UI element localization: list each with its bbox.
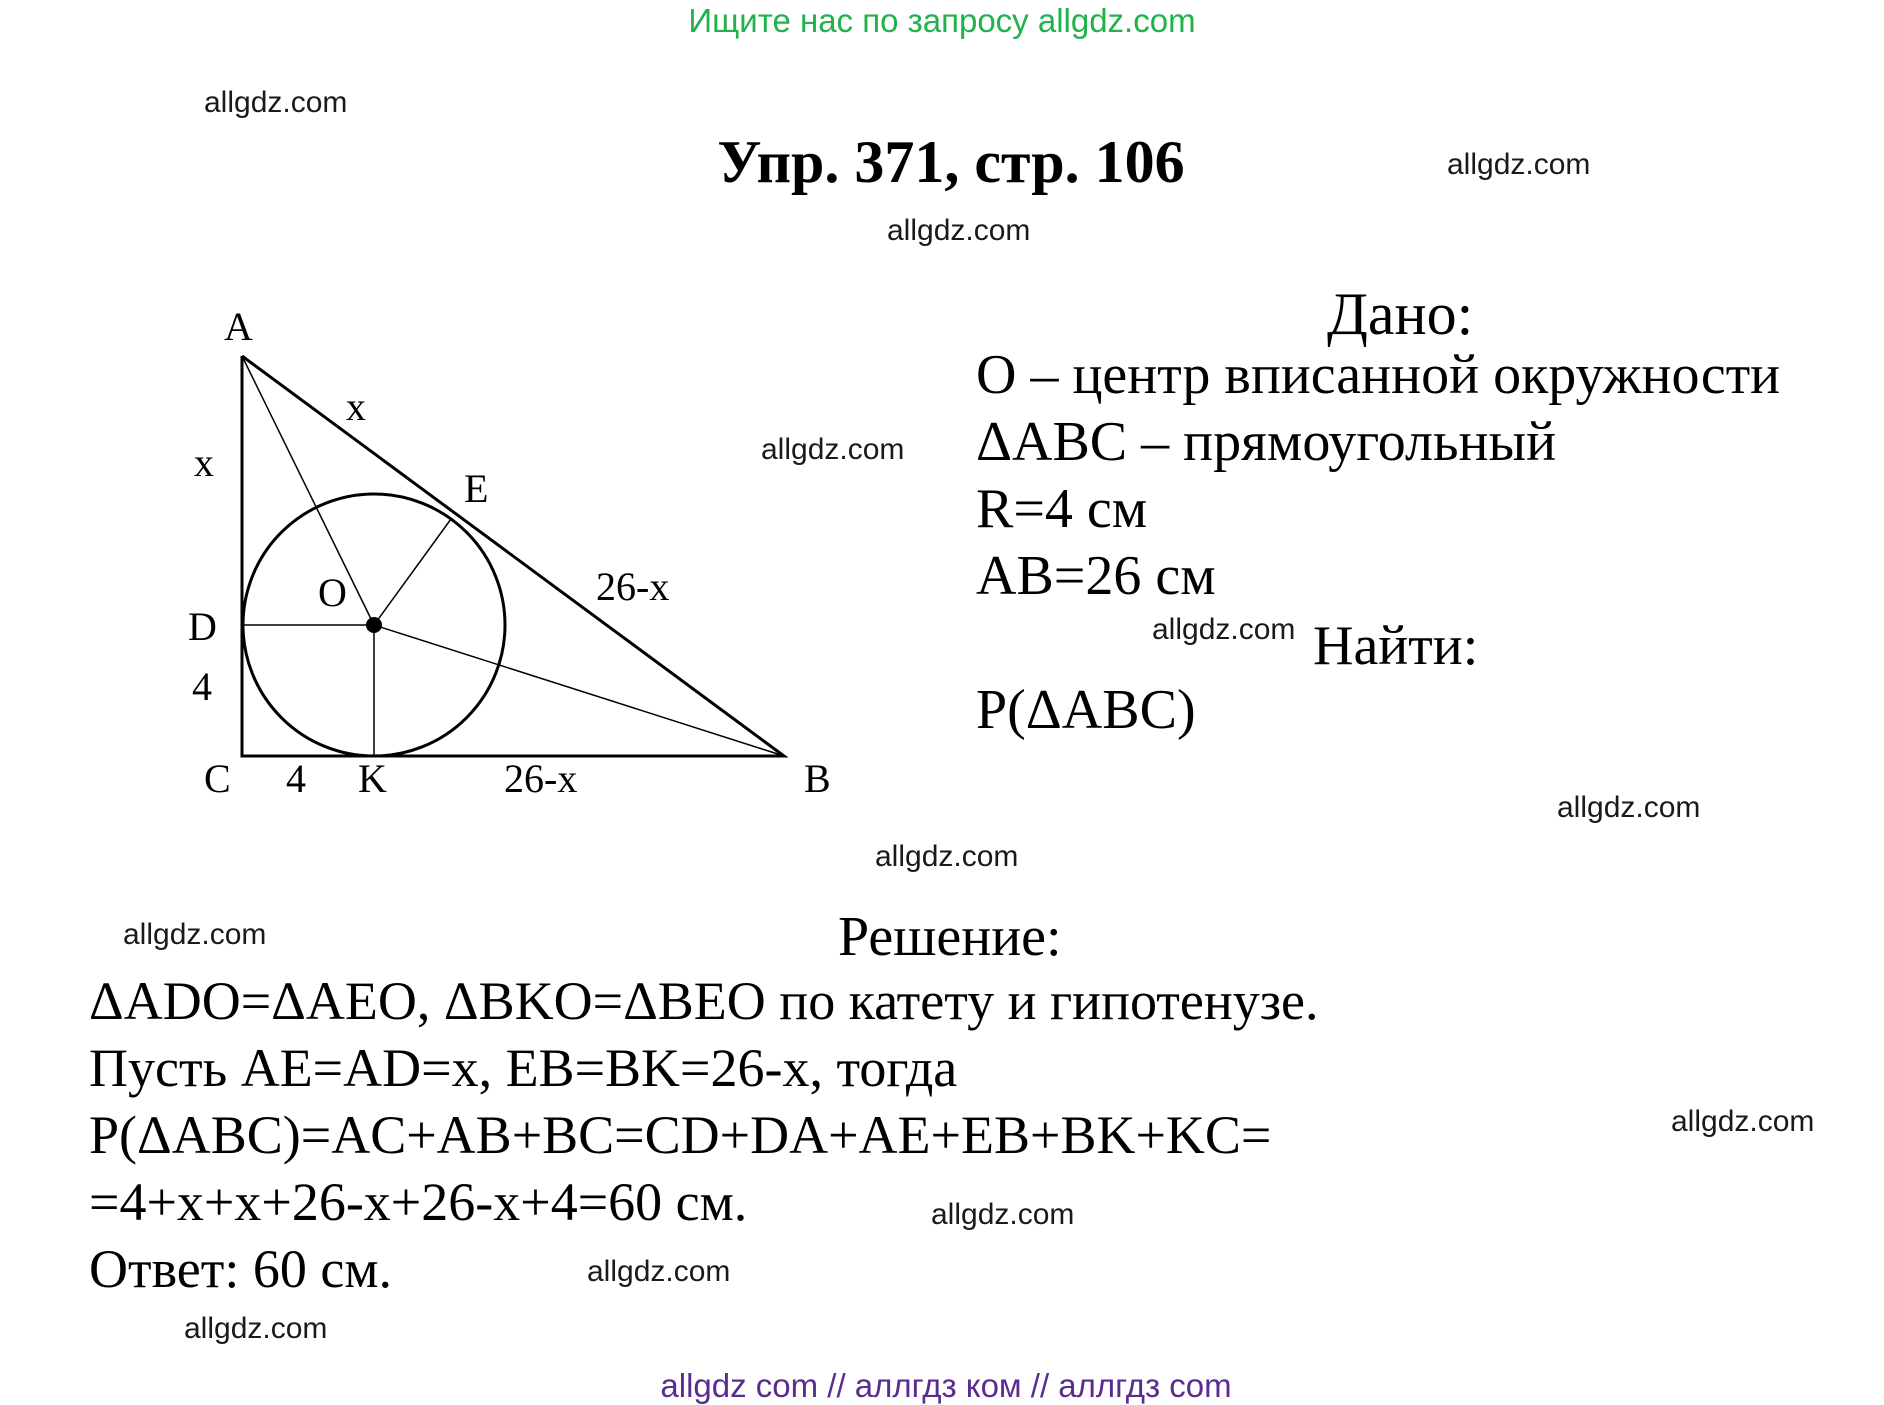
label-b: B bbox=[804, 756, 831, 801]
label-e: E bbox=[464, 466, 489, 511]
solution-line: Пусть AE=AD=x, EB=BK=26-x, тогда bbox=[89, 1038, 958, 1098]
label-kb: 26-x bbox=[504, 756, 578, 801]
solution-heading: Решение: bbox=[838, 906, 1062, 968]
top-banner[interactable]: Ищите нас по запросу allgdz.com bbox=[688, 2, 1196, 39]
label-eb: 26-x bbox=[596, 564, 670, 609]
watermark: allgdz.com bbox=[1152, 613, 1296, 646]
triangle-figure bbox=[180, 290, 860, 810]
given-heading: Дано: bbox=[1327, 281, 1474, 347]
solution-line: =4+x+x+26-x+26-x+4=60 см. bbox=[89, 1172, 748, 1232]
triangle-abc bbox=[242, 356, 784, 756]
label-ae: x bbox=[346, 384, 366, 429]
given-line: ΔABC – прямоугольный bbox=[976, 411, 1557, 473]
watermark: allgdz.com bbox=[887, 214, 1031, 247]
solution-line: ΔADO=ΔAEO, ΔBKO=ΔBEO по катету и гипотенузе. bbox=[89, 971, 1319, 1031]
watermark: allgdz.com bbox=[204, 86, 348, 119]
center-point-o bbox=[366, 617, 382, 633]
label-a: A bbox=[224, 304, 253, 349]
answer-line: Ответ: 60 см. bbox=[89, 1239, 392, 1299]
radius-oe bbox=[374, 519, 451, 625]
watermark: allgdz.com bbox=[1447, 148, 1591, 181]
given-line: AB=26 см bbox=[976, 545, 1216, 607]
watermark: allgdz.com bbox=[931, 1198, 1075, 1231]
watermark: allgdz.com bbox=[123, 918, 267, 951]
label-d: D bbox=[188, 604, 217, 649]
label-ad: x bbox=[194, 440, 214, 485]
label-c: C bbox=[204, 756, 231, 801]
watermark: allgdz.com bbox=[1557, 791, 1701, 824]
watermark: allgdz.com bbox=[875, 840, 1019, 873]
label-dc: 4 bbox=[192, 664, 212, 709]
solution-line: P(ΔABC)=AC+AB+BC=CD+DA+AE+EB+BK+KC= bbox=[89, 1105, 1272, 1165]
given-line: O – центр вписанной окружности bbox=[976, 344, 1781, 406]
label-k: K bbox=[358, 756, 387, 801]
page-title: Упр. 371, стр. 106 bbox=[717, 129, 1185, 195]
label-ck: 4 bbox=[286, 756, 306, 801]
watermark: allgdz.com bbox=[761, 433, 905, 466]
watermark: allgdz.com bbox=[1671, 1105, 1815, 1138]
find-line: P(ΔABC) bbox=[976, 679, 1196, 741]
bottom-banner[interactable]: allgdz com // аллгдз ком // аллгдз com bbox=[660, 1367, 1232, 1404]
watermark: allgdz.com bbox=[184, 1312, 328, 1345]
segment-ob bbox=[374, 625, 784, 756]
find-heading: Найти: bbox=[1313, 615, 1479, 677]
watermark: allgdz.com bbox=[587, 1255, 731, 1288]
given-line: R=4 см bbox=[976, 478, 1148, 540]
label-o: O bbox=[318, 570, 347, 615]
